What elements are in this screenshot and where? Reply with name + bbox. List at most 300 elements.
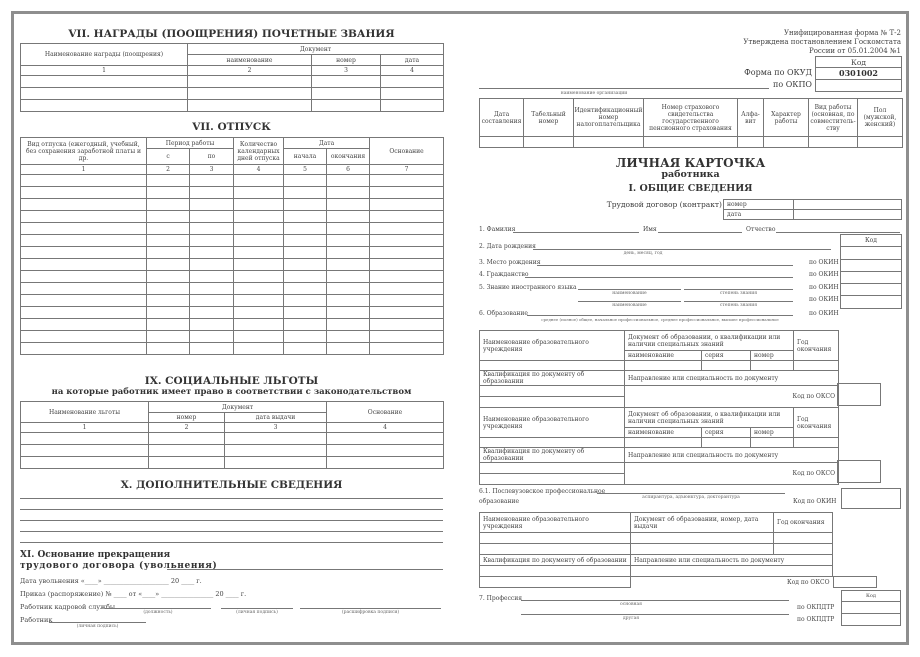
code-cell[interactable] [842,602,901,614]
cell[interactable] [234,187,284,199]
table-row [21,175,444,187]
cell[interactable] [370,187,444,199]
cell[interactable] [574,137,644,148]
edu-qualification-field[interactable] [480,463,625,474]
additional-line[interactable] [20,520,443,521]
table-row [21,247,444,259]
citizenship-field[interactable] [525,277,793,278]
cell[interactable] [370,283,444,295]
cell[interactable] [327,343,370,355]
col-number: 3 [225,423,327,433]
cell[interactable] [764,137,809,148]
cell[interactable] [147,319,190,331]
table-row [21,457,444,469]
cell[interactable] [21,271,147,283]
additional-line[interactable] [20,509,443,510]
patronymic-label: Отчество [746,226,776,233]
cell[interactable] [225,457,327,469]
col-number: 1 [21,66,188,76]
code-cell[interactable] [841,272,902,284]
birth-place-label: 3. Место рождения [479,259,541,266]
cell[interactable] [312,88,381,100]
cell[interactable] [774,533,833,544]
cell[interactable] [21,307,147,319]
cell[interactable] [480,438,625,448]
postgrad-okin-box[interactable] [841,488,901,509]
cell[interactable] [284,247,327,259]
cell[interactable] [234,259,284,271]
cell[interactable] [149,457,225,469]
cell[interactable] [147,271,190,283]
surname-field[interactable] [513,232,639,233]
cell[interactable] [190,211,234,223]
cell[interactable] [284,271,327,283]
name-field[interactable] [658,232,742,233]
okso-code-box[interactable] [837,460,881,483]
cell[interactable] [21,319,147,331]
cell[interactable] [190,343,234,355]
cell[interactable] [284,175,327,187]
awards-col-name: Наименование награды (поощрения) [21,44,188,66]
cell[interactable] [284,331,327,343]
cell[interactable] [147,235,190,247]
profession-other-field[interactable] [521,614,789,615]
edu-col-document: Документ об образовании, о квалификации или наличии специальных знаний [625,408,794,428]
table-row [480,544,833,555]
cell[interactable] [149,445,225,457]
cell[interactable] [147,175,190,187]
cell[interactable] [284,259,327,271]
awards-table [20,43,444,112]
cell[interactable] [751,361,794,371]
cell[interactable] [190,259,234,271]
table-row [480,438,839,448]
cell[interactable] [21,211,147,223]
cell[interactable] [327,235,370,247]
code-cell[interactable] [841,284,902,296]
cell[interactable] [327,433,444,445]
termination-title-2: трудового договора (увольнения) [20,561,218,571]
cell[interactable] [234,211,284,223]
cell[interactable] [234,343,284,355]
okso-code-box[interactable] [837,383,881,406]
cell[interactable] [370,319,444,331]
code-table [815,56,902,92]
cell[interactable] [147,211,190,223]
cell[interactable] [370,271,444,283]
form-id-line3: России от 05.01.2004 №1 [808,47,901,55]
edu-specialty-label: Направление или специальность по документу [625,448,839,463]
cell[interactable] [381,88,444,100]
table-row [21,88,444,100]
date-start: начала [284,149,327,165]
profession-other-caption: другая [622,616,640,621]
table-row [21,211,444,223]
postgrad-okin-label: Код по ОКИН [793,498,837,505]
benefits-col-basis: Основание [327,402,444,423]
cell[interactable] [234,247,284,259]
code-cell[interactable] [841,247,902,260]
postgrad-col-institution: Наименование образовательного учреждения [480,513,631,533]
additional-line[interactable] [20,531,443,532]
cell[interactable] [190,283,234,295]
profession-main-caption: основная [620,602,642,607]
cell[interactable] [480,137,524,148]
edu-qualification-field-2[interactable] [480,397,625,408]
edu-qualification-label: Квалификация по документу об образовании [480,371,625,386]
cell[interactable] [147,259,190,271]
okpo-label: по ОКПО [773,80,812,89]
education-label: 6. Образование [479,310,528,317]
hr-name-field[interactable] [300,608,441,609]
cell[interactable] [284,295,327,307]
code-cell[interactable] [841,260,902,272]
cell[interactable] [21,331,147,343]
cell[interactable] [370,247,444,259]
cell[interactable] [21,199,147,211]
cell[interactable] [327,175,370,187]
cell[interactable] [284,283,327,295]
edu-col-institution: Наименование образовательного учреждения [480,408,625,438]
cell[interactable] [858,137,903,148]
cell[interactable] [751,438,794,448]
cell[interactable] [327,271,370,283]
language-level-field-2[interactable] [684,301,793,302]
birth-date-field[interactable] [533,249,831,250]
caption: степень знания [719,303,758,308]
cell[interactable] [21,457,149,469]
cell[interactable] [234,331,284,343]
education-field[interactable] [527,315,793,316]
table-row [480,361,839,371]
col-number: 4 [381,66,444,76]
cell[interactable] [284,223,327,235]
okin-label: по ОКИН [809,259,839,266]
cell[interactable] [284,211,327,223]
cell[interactable] [524,137,574,148]
postgrad-qualification-field[interactable] [480,566,631,577]
edu-sub-series: серия [702,351,751,361]
cell[interactable] [327,307,370,319]
benefits-col-name: Наименование льготы [21,402,149,423]
cell[interactable] [327,223,370,235]
cell[interactable] [284,307,327,319]
postgrad-field[interactable] [597,493,785,494]
hr-signature-field[interactable] [221,608,293,609]
id-col-alphabet: Алфа-вит [738,99,764,137]
cell[interactable] [188,100,312,112]
cell[interactable] [190,235,234,247]
cell[interactable] [147,307,190,319]
languages-label: 5. Знание иностранного языка [479,284,577,291]
cell[interactable] [644,137,738,148]
edu-sub-number: номер [751,428,794,438]
cell[interactable] [21,343,147,355]
postgrad-okso-box[interactable] [833,576,877,588]
table-row [21,187,444,199]
edu-sub-name: наименование [625,351,702,361]
col-number: 2 [147,165,190,175]
cell[interactable] [225,445,327,457]
cell[interactable] [327,247,370,259]
cell[interactable] [327,187,370,199]
vacation-col-date: Дата [284,138,370,149]
termination-title-1: XI. Основание прекращения [20,550,171,560]
cell[interactable] [234,319,284,331]
edu-okso-label: Код по ОКСО [625,386,839,408]
col-number: 4 [234,165,284,175]
cell[interactable] [370,175,444,187]
employee-signature-field[interactable] [49,622,146,623]
cell[interactable] [794,438,839,448]
cell[interactable] [21,100,188,112]
cell[interactable] [190,247,234,259]
edu-col-document: Документ об образовании, о квалификации или наличии специальных знаний [625,331,794,351]
organization-field[interactable] [479,88,769,89]
cell[interactable] [284,343,327,355]
cell[interactable] [234,307,284,319]
cell[interactable] [327,331,370,343]
cell[interactable] [190,187,234,199]
awards-sub-number: номер [312,55,381,66]
edu-sub-series: серия [702,428,751,438]
cell[interactable] [327,457,444,469]
contract-number-field[interactable] [794,200,902,210]
cell[interactable] [381,100,444,112]
okpo-value[interactable] [816,80,902,92]
cell[interactable] [21,223,147,235]
form-id-line1: Унифицированная форма № Т-2 [783,29,901,37]
cell[interactable] [21,247,147,259]
caption: (личная подпись) [76,624,119,629]
table-row [21,307,444,319]
cell[interactable] [480,361,625,371]
cell[interactable] [147,187,190,199]
period-from: с [147,149,190,165]
table-row [21,223,444,235]
language-level-field[interactable] [684,289,793,290]
postgrad-col-document: Документ об образовании, номер, дата выдачи [631,513,774,533]
cell[interactable] [809,137,858,148]
cell[interactable] [370,235,444,247]
cell[interactable] [21,187,147,199]
cell[interactable] [21,433,149,445]
table-row [21,295,444,307]
cell[interactable] [21,88,188,100]
cell[interactable] [190,319,234,331]
cell[interactable] [147,295,190,307]
cell[interactable] [21,445,149,457]
vacation-col-period: Период работы [147,138,234,149]
col-number: 1 [21,423,149,433]
caption: наименование [612,291,647,296]
employee-label: Работник [20,616,53,624]
edu-col-institution: Наименование образовательного учреждения [480,331,625,361]
cell[interactable] [234,295,284,307]
okud-label: Форма по ОКУД [744,68,812,77]
cell[interactable] [370,331,444,343]
cell[interactable] [327,319,370,331]
education-table-1 [479,330,839,408]
contract-date-label: дата [724,210,794,220]
table-row [480,533,833,544]
profession-label: 7. Профессия [479,595,523,602]
cell[interactable] [631,533,774,544]
id-col-gender: Пол (мужской, женский) [858,99,903,137]
cell[interactable] [147,331,190,343]
additional-line[interactable] [20,498,443,499]
cell[interactable] [234,175,284,187]
cell[interactable] [188,76,312,88]
language-name-field[interactable] [578,289,681,290]
edu-sub-name: наименование [625,428,702,438]
id-table [479,98,903,148]
cell[interactable] [631,544,774,555]
cell[interactable] [284,187,327,199]
cell[interactable] [381,76,444,88]
edu-col-year: Год окончания [794,331,839,361]
period-to: по [190,149,234,165]
edu-qualification-field-2[interactable] [480,474,625,485]
id-col-inn: Идентификационный номер налогоплательщика [574,99,644,137]
cell[interactable] [21,76,188,88]
cell[interactable] [327,283,370,295]
edu-col-year: Год окончания [794,408,839,438]
cell[interactable] [21,175,147,187]
cell[interactable] [188,88,312,100]
organization-caption: наименование организации [560,91,628,96]
termination-basis-field[interactable] [167,569,443,570]
code-cell[interactable] [841,296,902,309]
id-col-employment-type: Вид работы (основная, по совместитель-ству [809,99,858,137]
awards-col-document: Документ [188,44,444,55]
edu-qualification-field[interactable] [480,386,625,397]
code-cell[interactable] [842,614,901,626]
cell[interactable] [312,76,381,88]
hr-position-field[interactable] [105,608,211,609]
postgrad-okso-label: Код по ОКСО [787,578,830,586]
order-number[interactable]: Приказ (распоряжение) № ____ от «____» ________________ 20 ____ г. [20,590,247,598]
contract-date-field[interactable] [794,210,902,220]
cell[interactable] [190,271,234,283]
caption: степень знания [719,291,758,296]
table-row [21,445,444,457]
cell[interactable] [21,259,147,271]
birth-date-label: 2. Дата рождения [479,243,536,250]
cell[interactable] [480,544,631,555]
cell[interactable] [225,433,327,445]
cell[interactable] [738,137,764,148]
id-col-tab-number: Табельный номер [524,99,574,137]
vacation-col-basis: Основание [370,138,444,165]
profession-main-field[interactable] [521,600,789,601]
cell[interactable] [327,199,370,211]
patronymic-field[interactable] [776,232,900,233]
cell[interactable] [370,259,444,271]
cell[interactable] [21,295,147,307]
cell[interactable] [327,295,370,307]
date-end: окончания [327,149,370,165]
postgrad-table [479,512,833,588]
benefits-sub-date: дата выдачи [225,413,327,423]
id-col-date: Дата составления [480,99,524,137]
col-number: 2 [149,423,225,433]
birth-date-caption: день, месяц, год [623,251,663,256]
hr-worker-label: Работник кадровой службы [20,603,116,611]
col-number: 3 [190,165,234,175]
cell[interactable] [234,283,284,295]
cell[interactable] [284,235,327,247]
cell[interactable] [190,175,234,187]
language-name-field-2[interactable] [578,301,681,302]
citizenship-label: 4. Гражданство [479,271,529,278]
cell[interactable] [625,438,702,448]
cell[interactable] [234,235,284,247]
cell[interactable] [149,433,225,445]
okin-label: по ОКИН [809,296,839,303]
cell[interactable] [774,544,833,555]
cell[interactable] [327,211,370,223]
birth-place-field[interactable] [537,265,793,266]
surname-label: 1. Фамилия [479,226,516,233]
cell[interactable] [190,295,234,307]
cell[interactable] [190,199,234,211]
awards-sub-date: дата [381,55,444,66]
cell[interactable] [625,361,702,371]
postgrad-qualification-field-2[interactable] [480,577,631,588]
cell[interactable] [480,533,631,544]
cell[interactable] [327,445,444,457]
cell[interactable] [370,307,444,319]
contract-number-label: номер [724,200,794,210]
cell[interactable] [190,307,234,319]
dismissal-date[interactable]: Дата увольнения «____» ____________________ 20 ____ г. [20,577,202,585]
postgrad-specialty-label: Направление или специальность по документу [631,555,833,566]
cell[interactable] [234,223,284,235]
cell[interactable] [370,199,444,211]
cell[interactable] [234,199,284,211]
cell[interactable] [327,259,370,271]
vacation-table [20,137,444,355]
cell[interactable] [234,271,284,283]
cell[interactable] [794,361,839,371]
cell[interactable] [190,223,234,235]
cell[interactable] [21,283,147,295]
cell[interactable] [147,223,190,235]
cell[interactable] [284,319,327,331]
cell[interactable] [21,235,147,247]
cell[interactable] [370,211,444,223]
caption: (должность) [143,610,173,615]
edu-sub-number: номер [751,351,794,361]
additional-line[interactable] [20,542,443,543]
cell[interactable] [190,331,234,343]
postgrad-specialty-field[interactable] [631,566,833,577]
cell[interactable] [312,100,381,112]
cell[interactable] [370,295,444,307]
cell[interactable] [370,223,444,235]
cell[interactable] [147,247,190,259]
cell[interactable] [284,199,327,211]
cell[interactable] [370,343,444,355]
edu-specialty-label: Направление или специальность по документу [625,371,839,386]
cell[interactable] [702,438,751,448]
cell[interactable] [147,199,190,211]
cell[interactable] [702,361,751,371]
table-row [21,259,444,271]
cell[interactable] [147,283,190,295]
cell[interactable] [147,343,190,355]
